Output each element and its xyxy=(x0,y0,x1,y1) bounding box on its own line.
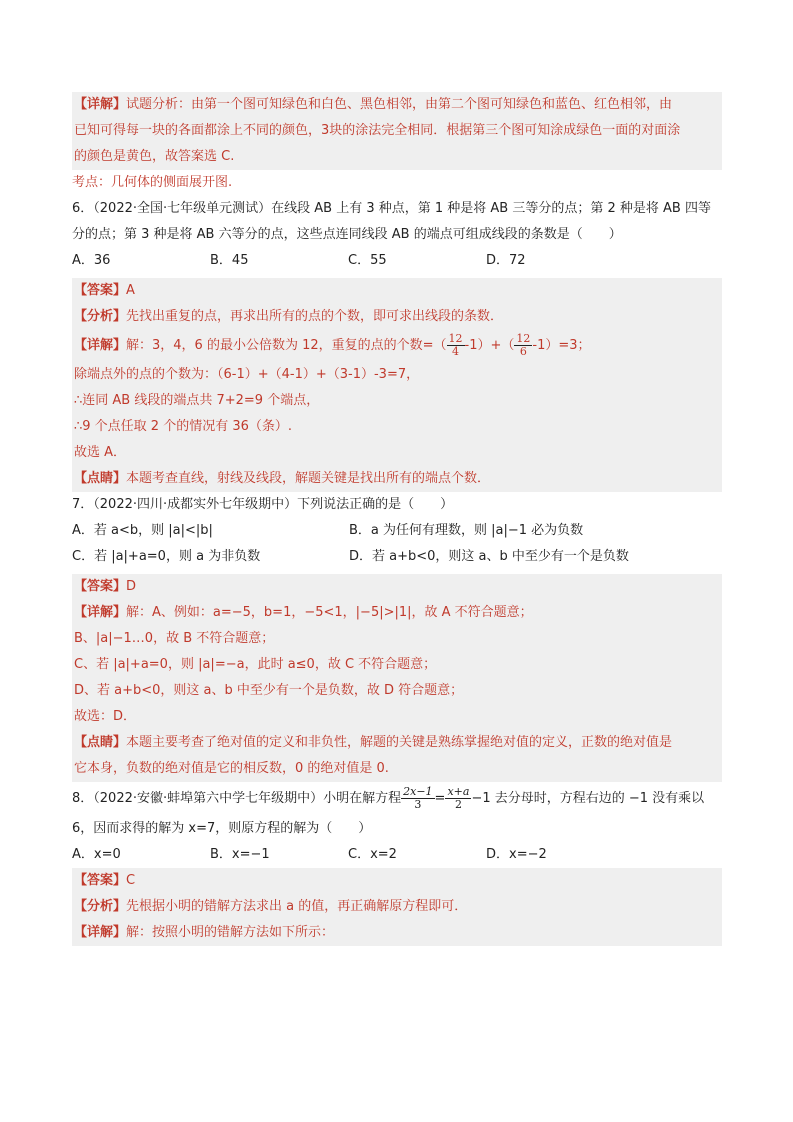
q8-option-d: D．x=−2 xyxy=(486,847,547,862)
q8-solution-block xyxy=(72,868,722,946)
q8-options xyxy=(72,842,722,868)
q7-option-b: B．a 为任何有理数，则 |a|−1 必为负数 xyxy=(349,523,584,538)
q6-detail-1c: -1）=3； xyxy=(532,338,591,353)
q7-solution-block xyxy=(72,574,722,782)
q8-detail-1: 解：按照小明的错解方法如下所示： xyxy=(126,925,335,940)
p5-detail-line-2: 已知可得每一块的各面都涂上不同的颜色，3块的涂法完全相同．根据第三个图可知涂成绿色一面的对面涂 xyxy=(74,123,681,138)
q7-comment-1: 本题主要考查了绝对值的定义和非负性，解题的关键是熟练掌握绝对值的定义，正数的绝对值是 xyxy=(126,735,673,750)
q7-options-row-2 xyxy=(72,544,722,570)
q6-analysis: 先找出重复的点，再求出所有的点的个数，即可求出线段的条数． xyxy=(126,309,504,324)
q6-stem-line-2: 分的点；第 3 种是将 AB 六等分的点，这些点连同线段 AB 的端点可组成线段的条数是（ ） xyxy=(72,227,622,242)
q7-answer: D xyxy=(126,579,137,594)
p5-kaodian: 考点：几何体的侧面展开图. xyxy=(72,175,233,190)
q8-answer: C xyxy=(126,873,136,888)
q6-fraction-1: $\frac{12}{4}$ xyxy=(448,332,463,358)
q6-options xyxy=(72,248,722,274)
q6-detail-3: ∴连同 AB 线段的端点共 7+2=9 个端点， xyxy=(74,393,320,408)
q8-stem-line-2: 6，因而求得的解为 x=7，则原方程的解为（ ） xyxy=(72,821,372,836)
q6-detail-1b: -1）+（ xyxy=(464,338,515,353)
q6-detail-2: 除端点外的点的个数为：（6-1）+（4-1）+（3-1）-3=7， xyxy=(74,367,420,382)
answer-tag: 【答案】 xyxy=(74,579,127,594)
q6-answer: A xyxy=(126,283,135,298)
q7-stem: 7．（2022·四川·成都实外七年级期中）下列说法正确的是（ ） xyxy=(72,497,454,512)
q6-option-d: D．72 xyxy=(486,253,526,268)
analysis-tag: 【分析】 xyxy=(74,899,127,914)
comment-tag: 【点睛】 xyxy=(74,735,127,750)
q7-detail-5: 故选：D． xyxy=(74,709,137,724)
q6-comment: 本题考查直线，射线及线段，解题关键是找出所有的端点个数． xyxy=(126,471,491,486)
q6-detail-5: 故选 A． xyxy=(74,445,127,460)
analysis-tag: 【分析】 xyxy=(74,309,127,324)
q7-option-c: C．若 |a|+a=0，则 a 为非负数 xyxy=(72,549,261,564)
detail-tag: 【详解】 xyxy=(74,338,127,353)
q6-detail-4: ∴9 个点任取 2 个的情况有 36（条）. xyxy=(74,419,293,434)
q8-option-c: C．x=2 xyxy=(348,847,397,862)
p5-detail-line-3: 的颜色是黄色，故答案选 C. xyxy=(74,149,235,164)
detail-tag: 【详解】 xyxy=(74,605,127,620)
q8-analysis: 先根据小明的错解方法求出 a 的值，再正确解原方程即可． xyxy=(126,899,468,914)
p5-detail-line-1: 试题分析：由第一个图可知绿色和白色、黑色相邻，由第二个图可知绿色和蓝色、红色相邻，由 xyxy=(126,97,673,112)
q8-fraction-right: $\frac{x+a}{2}$ xyxy=(447,785,470,811)
answer-tag: 【答案】 xyxy=(74,283,127,298)
q6-option-b: B．45 xyxy=(210,253,249,268)
q7-detail-1: 解：A、例如：a=−5，b=1，−5<1，|−5|>|1|，故 A 不符合题意； xyxy=(126,605,533,620)
comment-tag: 【点睛】 xyxy=(74,471,127,486)
q6-option-c: C．55 xyxy=(348,253,387,268)
p5-detail-block xyxy=(72,92,722,170)
q7-detail-3: C、若 |a|+a=0，则 |a|=−a，此时 a≤0，故 C 不符合题意； xyxy=(74,657,437,672)
q6-fraction-2: $\frac{12}{6}$ xyxy=(516,332,531,358)
detail-tag: 【详解】 xyxy=(74,925,127,940)
q7-detail-2: B、|a|−1…0，故 B 不符合题意； xyxy=(74,631,275,646)
q8-equals: = xyxy=(434,791,446,806)
q7-detail-4: D、若 a+b<0，则这 a、b 中至少有一个是负数，故 D 符合题意； xyxy=(74,683,464,698)
q8-option-a: A．x=0 xyxy=(72,847,121,862)
q8-fraction-left: $\frac{2x-1}{3}$ xyxy=(403,785,433,811)
q6-stem-line-1: 6．（2022·全国·七年级单元测试）在线段 AB 上有 3 种点，第 1 种是将 AB 三等分的点；第 2 种是将 AB 四等 xyxy=(72,201,711,216)
document-page xyxy=(72,92,722,946)
q8-stem-1a: 8．（2022·安徽·蚌埠第六中学七年级期中）小明在解方程 xyxy=(72,791,402,806)
q8-option-b: B．x=−1 xyxy=(210,847,270,862)
q7-option-a: A．若 a<b，则 |a|<|b| xyxy=(72,523,213,538)
answer-tag: 【答案】 xyxy=(74,873,127,888)
q6-solution-block xyxy=(72,278,722,492)
detail-tag: 【详解】 xyxy=(74,97,127,112)
q7-comment-2: 它本身，负数的绝对值是它的相反数，0 的绝对值是 0. xyxy=(74,761,389,776)
q6-option-a: A．36 xyxy=(72,253,111,268)
q6-detail-1a: 解：3，4，6 的最小公倍数为 12，重复的点的个数=（ xyxy=(126,338,447,353)
q8-stem-1b: −1 去分母时，方程右边的 −1 没有乘以 xyxy=(471,791,705,806)
q7-options-row-1 xyxy=(72,518,722,544)
q8-stem-line-1 xyxy=(72,782,722,816)
q7-option-d: D．若 a+b<0，则这 a、b 中至少有一个是负数 xyxy=(349,549,629,564)
